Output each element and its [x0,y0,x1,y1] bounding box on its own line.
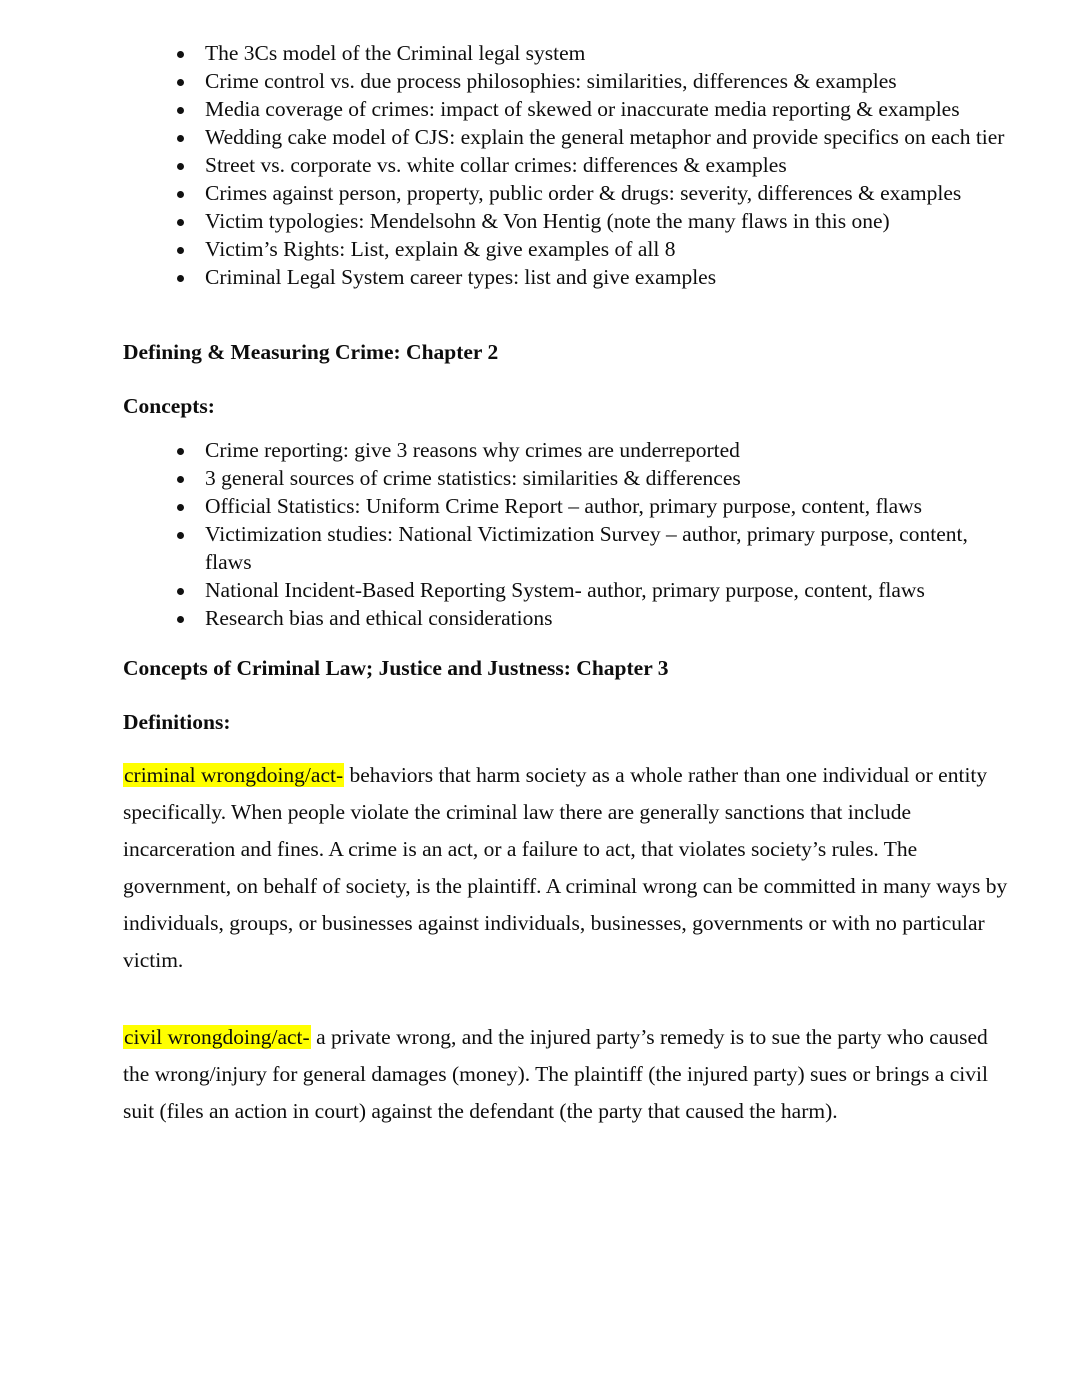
subheading-spacer [123,737,1018,757]
definition-body: a private wrong, and the injured party’s remedy is to sue the party who caused the wrong/injury for general damages (money). The plaintiff (the injured party) sues or brings a civil suit (files an action in court) against the defendant (the party that caused the harm). [123,1024,988,1123]
list-item-text: Victim’s Rights: List, explain & give examples of all 8 [205,236,676,261]
list-item [123,124,1018,152]
bullet-icon [177,616,184,623]
bullet-icon [177,448,184,455]
section-spacer [123,291,1018,339]
list-item [123,152,1018,180]
highlighted-term: criminal wrongdoing/act- [124,762,344,787]
list-item [123,437,1018,465]
section-spacer [123,633,1018,655]
list-item-text: Media coverage of crimes: impact of skewed or inaccurate media reporting & examples [205,96,960,121]
highlighted-term: civil wrongdoing/act- [124,1024,310,1049]
list-item-text: Research bias and ethical considerations [205,605,553,630]
list-item-text: The 3Cs model of the Criminal legal system [205,41,586,65]
chapter-3-heading: Concepts of Criminal Law; Justice and Justness: Chapter 3 [123,655,669,680]
chapter-2-bullet-list [123,437,1018,633]
list-item [123,521,1018,577]
list-item [123,236,1018,264]
list-item-text: Criminal Legal System career types: list and give examples [205,264,717,289]
bullet-icon [177,247,184,254]
bullet-icon [177,79,184,86]
definition-criminal-wrongdoing [123,757,1018,979]
list-item [123,605,1018,633]
paragraph-spacer [123,979,1018,1019]
bullet-icon [177,219,184,226]
list-item [123,577,1018,605]
document-body [123,40,1018,1129]
bullet-icon [177,107,184,114]
chapter-2-heading: Defining & Measuring Crime: Chapter 2 [123,340,499,365]
list-item-text: Victim typologies: Mendelsohn & Von Hentig (note the many flaws in this one) [205,208,890,233]
bullet-icon [177,135,184,142]
list-item [123,465,1018,493]
bullet-icon [177,51,184,58]
list-item [123,180,1018,208]
bullet-icon [177,504,184,511]
list-item-text: Victimization studies: National Victimization Survey – author, primary purpose, content, flaws [205,522,968,575]
list-item [123,68,1018,96]
list-item-text: Street vs. corporate vs. white collar crimes: differences & examples [205,152,787,177]
heading-spacer [123,683,1018,709]
chapter-1-bullet-list [123,40,1018,291]
list-item [123,40,1018,68]
list-item-text: Wedding cake model of CJS: explain the general metaphor and provide specifics on each tier [205,124,1005,149]
bullet-icon [177,163,184,170]
list-item-text: Crime reporting: give 3 reasons why crimes are underreported [205,438,740,463]
list-item [123,493,1018,521]
definition-body: behaviors that harm society as a whole rather than one individual or entity specifically. When people violate the criminal law there are generally sanctions that include incarceration and fines. A crime is an act, or a failure to act, that violates society’s rules. The government, on behalf of society, is the plaintiff. A criminal wrong can be committed in many ways by individuals, groups, or businesses against individuals, businesses, governments or with no particular victim. [123,762,1008,972]
list-item [123,96,1018,124]
subheading-spacer [123,421,1018,437]
bullet-icon [177,191,184,198]
bullet-icon [177,588,184,595]
list-item-text: 3 general sources of crime statistics: similarities & differences [205,466,741,491]
list-item [123,208,1018,236]
bullet-icon [177,532,184,539]
bullet-icon [177,476,184,483]
list-item-text: Official Statistics: Uniform Crime Report – author, primary purpose, content, flaws [205,494,923,519]
chapter-2-subheading: Concepts: [123,394,215,419]
bullet-icon [177,275,184,282]
heading-spacer [123,367,1018,393]
list-item-text: National Incident-Based Reporting System- author, primary purpose, content, flaws [205,578,925,602]
list-item-text: Crimes against person, property, public order & drugs: severity, differences & examples [205,180,962,205]
chapter-3-subheading: Definitions: [123,709,231,734]
list-item [123,264,1018,292]
list-item-text: Crime control vs. due process philosophies: similarities, differences & examples [205,68,897,93]
definition-civil-wrongdoing [123,1019,1018,1130]
